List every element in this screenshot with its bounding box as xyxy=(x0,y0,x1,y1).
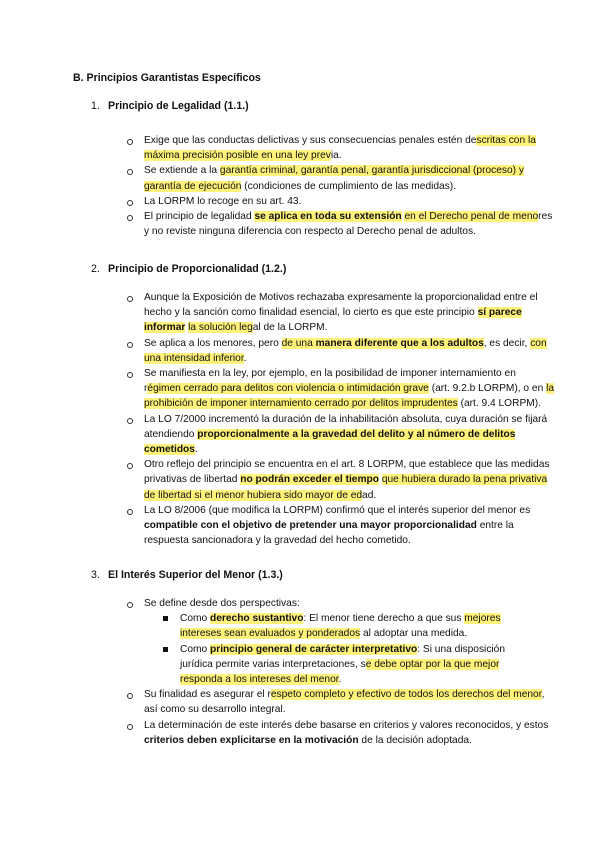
sub-list-item: Como principio general de carácter interpretativo: Si una disposición jurídica permite varias interpretaciones, se debe optar por la que mejor responda a los intereses del menor. xyxy=(144,642,521,688)
list-item: Se manifiesta en la ley, por ejemplo, en la posibilidad de imponer internamiento en régimen cerrado para delitos con violencia o intimidación grave (art. 9.2.b LORPM), o en la prohibición de imponer internamiento cerrado por delitos imprudentes (art. 9.4 LORPM). xyxy=(91,366,554,412)
list-item: Otro reflejo del principio se encuentra en el art. 8 LORPM, que establece que las medidas privativas de libertad no podrán exceder el tiempo que hubiera durado la pena privativa de libertad si el menor hubiera sido mayor de edad. xyxy=(91,457,554,503)
list-item: El principio de legalidad se aplica en toda su extensión en el Derecho penal de menores y no reviste ninguna diferencia con respecto al Derecho penal de adultos. xyxy=(91,209,554,239)
list-item: La LO 8/2006 (que modifica la LORPM) confirmó que el interés superior del menor es compatible con el objetivo de pretender una mayor proporcionalidad entre la respuesta sancionadora y la gravedad del hecho cometido. xyxy=(91,503,554,549)
list-item: Su finalidad es asegurar el respeto completo y efectivo de todos los derechos del menor, así como su desarrollo integral. xyxy=(91,687,554,717)
bullet-icon xyxy=(127,693,133,699)
square-bullet-icon xyxy=(163,616,168,621)
sub-list-item: Como derecho sustantivo: El menor tiene derecho a que sus mejores intereses sean evaluados y ponderados al adoptar una medida. xyxy=(144,611,521,641)
bullet-icon xyxy=(127,200,133,206)
bullet-icon xyxy=(127,602,133,608)
list-item: La LO 7/2000 incrementó la duración de la inhabilitación absoluta, cuya duración se fijará atendiendo proporcionalmente a la gravedad del delito y al número de delitos cometidos. xyxy=(91,412,554,458)
bullet-icon xyxy=(127,296,133,302)
bullet-icon xyxy=(127,372,133,378)
list-item: Exige que las conductas delictivas y sus consecuencias penales estén descritas con la máxima precisión posible en una ley previa. xyxy=(91,133,554,163)
bullet-icon xyxy=(127,724,133,730)
list-item: La LORPM lo recoge en su art. 43. xyxy=(91,194,554,209)
bullet-icon xyxy=(127,509,133,515)
list-item: Se define desde dos perspectivas: Como derecho sustantivo: El menor tiene derecho a que sus mejores intereses sean evaluados y ponderados al adoptar una medida. Como principio general de carácter interpretativo: Si una disposición jurídica permite varias interpretaciones, se debe optar por la que mejor responda a los intereses del menor. xyxy=(91,596,554,687)
section-proporcionalidad xyxy=(91,262,554,548)
bullet-icon xyxy=(127,418,133,424)
section-title: 2. Principio de Proporcionalidad (1.2.) xyxy=(91,263,287,275)
section-title: 3. El Interés Superior del Menor (1.3.) xyxy=(91,569,283,581)
bullet-icon xyxy=(127,215,133,221)
list-item: Se extiende a la garantía criminal, garantía penal, garantía jurisdiccional (proceso) y garantía de ejecución (condiciones de cumplimiento de las medidas). xyxy=(91,163,554,193)
bullet-icon xyxy=(127,463,133,469)
section-interes-superior xyxy=(91,568,554,748)
list-item: La determinación de este interés debe basarse en criterios y valores reconocidos, y estos criterios deben explicitarse en la motivación de la decisión adoptada. xyxy=(91,718,554,748)
list-item: Se aplica a los menores, pero de una manera diferente que a los adultos, es decir, con una intensidad inferior. xyxy=(91,336,554,366)
list-item: Aunque la Exposición de Motivos rechazaba expresamente la proporcionalidad entre el hecho y la sanción como finalidad esencial, lo cierto es que este principio sí parece informar la solución legal de la LORPM. xyxy=(91,290,554,336)
section-title: 1. Principio de Legalidad (1.1.) xyxy=(91,100,249,112)
square-bullet-icon xyxy=(163,647,168,652)
section-heading: B. Principios Garantistas Específicos xyxy=(73,72,261,84)
bullet-icon xyxy=(127,139,133,145)
bullet-icon xyxy=(127,169,133,175)
section-legalidad xyxy=(91,99,554,239)
bullet-icon xyxy=(127,342,133,348)
